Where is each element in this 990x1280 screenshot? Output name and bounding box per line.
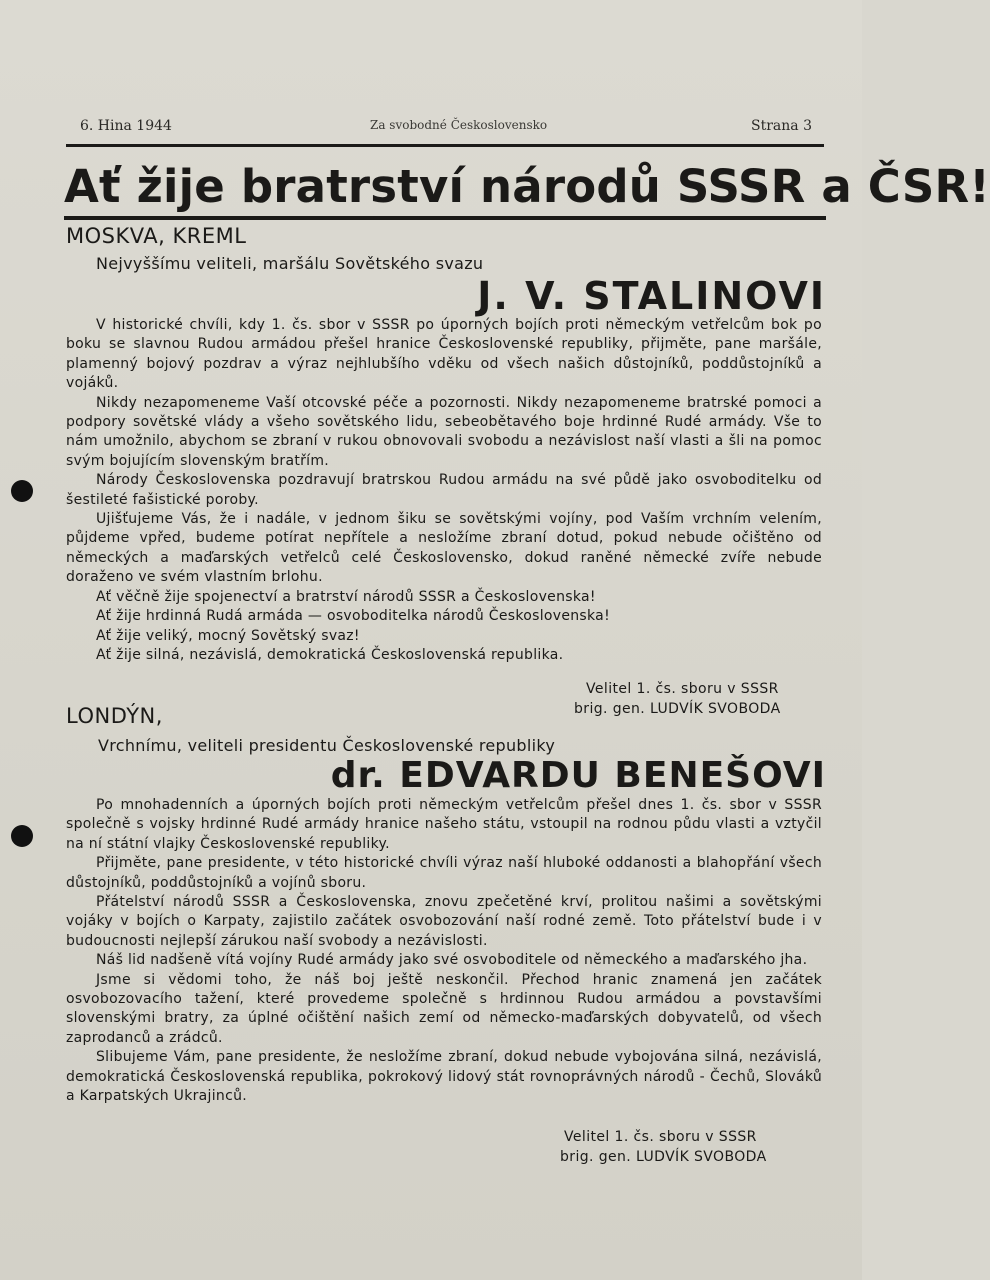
page-header <box>80 118 812 138</box>
punch-hole <box>11 825 33 847</box>
issue-date: 6. Hina 1944 <box>80 118 172 134</box>
letter1-body <box>66 316 822 665</box>
letter2-place: LONDÝN, <box>66 704 163 728</box>
page-headline: Ať žije bratrství národů SSSR a ČSR! <box>64 160 990 213</box>
header-rule <box>66 144 824 147</box>
paragraph: Přijměte, pane presidente, v této historické chvíli výraz naší hluboké oddanosti a blahopřání všech důstojníků, poddůstojníků a vojínů sboru. <box>66 855 822 891</box>
letter1-place: MOSKVA, KREML <box>66 224 247 248</box>
letter2-addressee-line: Vrchnímu, veliteli presidentu Československé republiky <box>98 736 556 755</box>
paragraph: Přátelství národů SSSR a Československa, znovu zpečetěné krví, prolitou našimi a sovětskými vojáky v bojích o Karpaty, zajistilo začátek osvobozování naší rodné země. Toto přátelství bude i v budoucnosti nejlepší zárukou naší svobody a nezávislosti. <box>66 894 822 949</box>
letter2-body <box>66 796 822 1107</box>
paragraph: Ať věčně žije spojenectví a bratrství národů SSSR a Československa! <box>96 588 596 605</box>
letter1-signature-title: Velitel 1. čs. sboru v SSSR <box>586 681 779 697</box>
letter1-addressee-name: J. V. STALINOVI <box>477 274 826 318</box>
letter1-addressee-line: Nejvyššímu veliteli, maršálu Sovětského svazu <box>96 254 484 273</box>
punch-hole <box>11 480 33 502</box>
paragraph: Jsme si vědomi toho, že náš boj ještě neskončil. Přechod hranic znamená jen začátek osvobozovacího tažení, které provedeme společně s hrdinnou Rudou armádou a povstavšími slovenskými bratry, za úplné očištění našich zemí od německo-maďarských dobyvatelů, od všech zaprodanců a zrádců. <box>66 971 822 1046</box>
letter2-signature-title: Velitel 1. čs. sboru v SSSR <box>564 1129 757 1145</box>
paragraph: Národy Československa pozdravují bratrskou Rudou armádu na své půdě jako osvoboditelku od šestileté fašistické poroby. <box>66 472 822 508</box>
page-number: Strana 3 <box>751 118 812 134</box>
paragraph: Ať žije hrdinná Rudá armáda — osvoboditelka národů Československa! <box>96 608 610 625</box>
letter2-addressee-name: dr. EDVARDU BENEŠOVI <box>330 755 826 796</box>
headline-rule <box>64 216 826 220</box>
paragraph: Ať žije veliký, mocný Sovětský svaz! <box>96 627 360 644</box>
paragraph: V historické chvíli, kdy 1. čs. sbor v SSSR po úporných bojích proti německým vetřelcům bok po boku se slavnou Rudou armádou přešel hranice Československé republiky, přijměte, pane maršále, plamenný bojový pozdrav a výraz nejhlubšího vděku od všech našich důstojníků, poddůstojníků a vojáků. <box>66 317 822 392</box>
letter1-signature-name: brig. gen. LUDVÍK SVOBODA <box>574 701 781 717</box>
paragraph: Po mnohadenních a úporných bojích proti německým vetřelcům přešel dnes 1. čs. sbor v SSSR společně s vojsky hrdinné Rudé armády hranice našeho státu, vstoupil na rodnou půdu vlasti a vztyčil na ní státní vlajky Československé republiky. <box>66 797 822 852</box>
newspaper-title: Za svobodné Československo <box>370 118 548 132</box>
letter2-signature-name: brig. gen. LUDVÍK SVOBODA <box>560 1149 767 1165</box>
paragraph: Ujišťujeme Vás, že i nadále, v jednom šiku se sovětskými vojíny, pod Vaším vrchním velením, půjdeme vpřed, budeme potírat nepřítele a nesložíme zbraní dotud, pokud nebude očištěno od německých a maďarských vetřelců celé Československo, dokud raněné německé zvíře nebude doraženo ve svém vlastním brlohu. <box>66 511 822 586</box>
paragraph: Slibujeme Vám, pane presidente, že nesložíme zbraní, dokud nebude vybojována silná, nezávislá, demokratická Československá republika, pokrokový lidový stát rovnoprávných národů - Čechů, Slováků a Karpatských Ukrajinců. <box>66 1049 822 1105</box>
paragraph: Ať žije silná, nezávislá, demokratická Československá republika. <box>96 646 564 663</box>
paragraph: Náš lid nadšeně vítá vojíny Rudé armády jako své osvoboditele od německého a maďarského jha. <box>96 952 808 969</box>
paragraph: Nikdy nezapomeneme Vaší otcovské péče a pozornosti. Nikdy nezapomeneme bratrské pomoci a podpory sovětské vlády a všeho sovětského lidu, sebeobětavého boje hrdinné Rudé armády. Vše to nám umožnilo, abychom se zbraní v rukou obnovovali svobodu a nezávislost naší vlasti a šli na pomoc svým bojujícím slovenským bratřím. <box>66 394 822 469</box>
